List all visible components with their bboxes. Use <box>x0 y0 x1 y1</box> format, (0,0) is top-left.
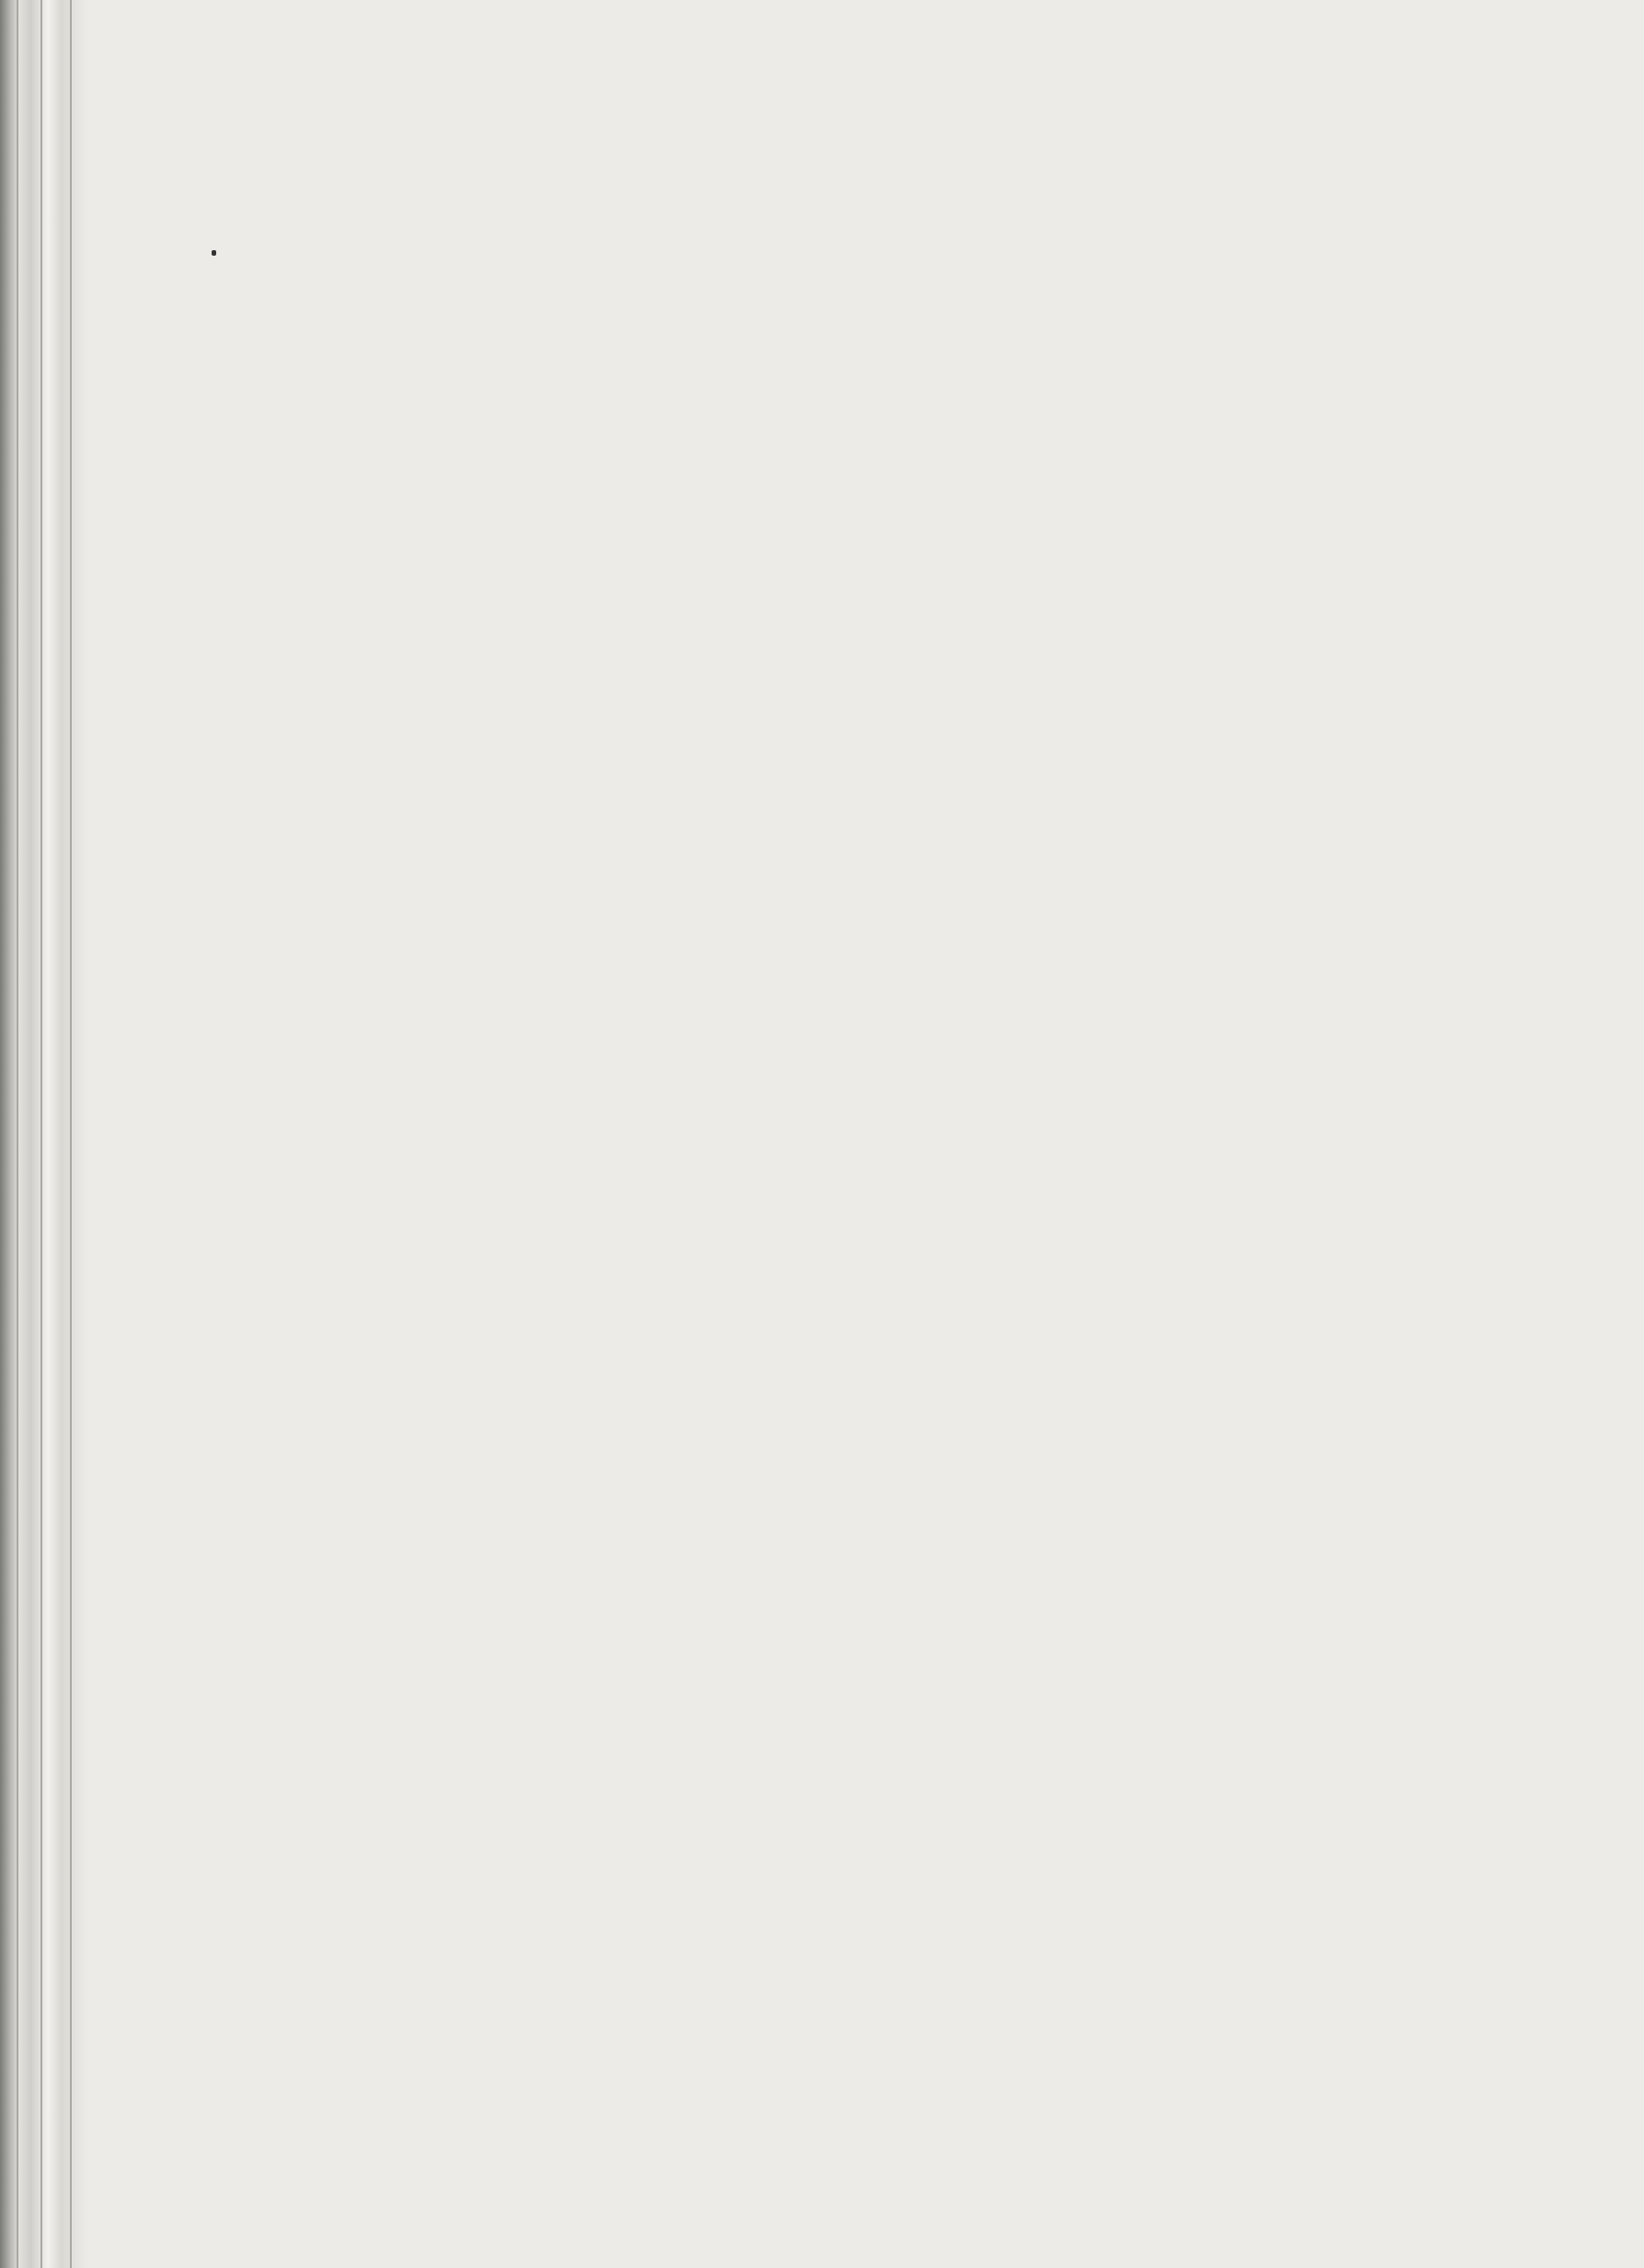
binding-rule <box>70 0 72 2268</box>
binding-rule <box>40 0 42 2268</box>
print-speck <box>212 250 216 256</box>
page-header <box>397 189 1557 245</box>
page-binding-edge <box>0 0 87 2268</box>
binding-rule <box>17 0 18 2268</box>
